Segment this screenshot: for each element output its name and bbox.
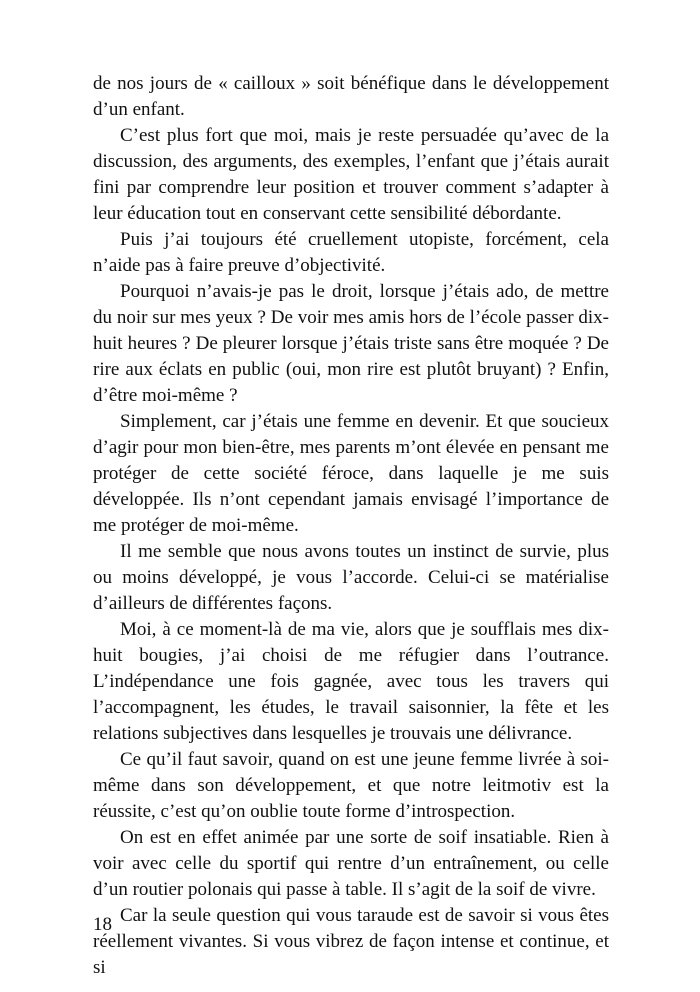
body-text (93, 71, 609, 981)
paragraph: Il me semble que nous avons toutes un instinct de survie, plus ou moins développé, je vous l’accorde. Celui-ci se matérialise d’ailleurs de différentes façons. (93, 541, 609, 614)
paragraph: Car la seule question qui vous taraude est de savoir si vous êtes réellement vivantes. Si vous vibrez de façon intense et continue, et si (93, 905, 609, 978)
paragraph: On est en effet animée par une sorte de soif insatiable. Rien à voir avec celle du sportif qui rentre d’un entraînement, ou celle d’un routier polonais qui passe à table. Il s’agit de la soif de vivre. (93, 827, 609, 900)
paragraph: Puis j’ai toujours été cruellement utopiste, forcément, cela n’aide pas à faire preuve d’objectivité. (93, 229, 609, 276)
paragraph: Moi, à ce moment-là de ma vie, alors que je soufflais mes dix-huit bougies, j’ai choisi de me réfugier dans l’outrance. L’indépendance une fois gagnée, avec tous les travers qui l’accompagnent, les études, le travail saisonnier, la fête et les relations subjectives dans lesquelles je trouvais une délivrance. (93, 619, 609, 744)
paragraph: Pourquoi n’avais-je pas le droit, lorsque j’étais ado, de mettre du noir sur mes yeux ? De voir mes amis hors de l’école passer dix-huit heures ? De pleurer lorsque j’étais triste sans être moquée ? De rire aux éclats en public (oui, mon rire est plutôt bruyant) ? Enfin, d’être moi-même ? (93, 281, 609, 406)
paragraph: C’est plus fort que moi, mais je reste persuadée qu’avec de la discussion, des arguments, des exemples, l’enfant que j’étais aurait fini par comprendre leur position et trouver comment s’adapter à leur éducation tout en conservant cette sensibilité débordante. (93, 125, 609, 224)
page-number: 18 (93, 914, 112, 935)
paragraph: de nos jours de « cailloux » soit bénéfique dans le développement d’un enfant. (93, 73, 609, 120)
paragraph: Simplement, car j’étais une femme en devenir. Et que soucieux d’agir pour mon bien-être, mes parents m’ont élevée en pensant me protéger de cette société féroce, dans laquelle je me suis développée. Ils n’ont cependant jamais envisagé l’importance de me protéger de moi-même. (93, 411, 609, 536)
paragraph: Ce qu’il faut savoir, quand on est une jeune femme livrée à soi-même dans son développement, et que notre leitmotiv est la réussite, c’est qu’on oublie toute forme d’introspection. (93, 749, 609, 822)
